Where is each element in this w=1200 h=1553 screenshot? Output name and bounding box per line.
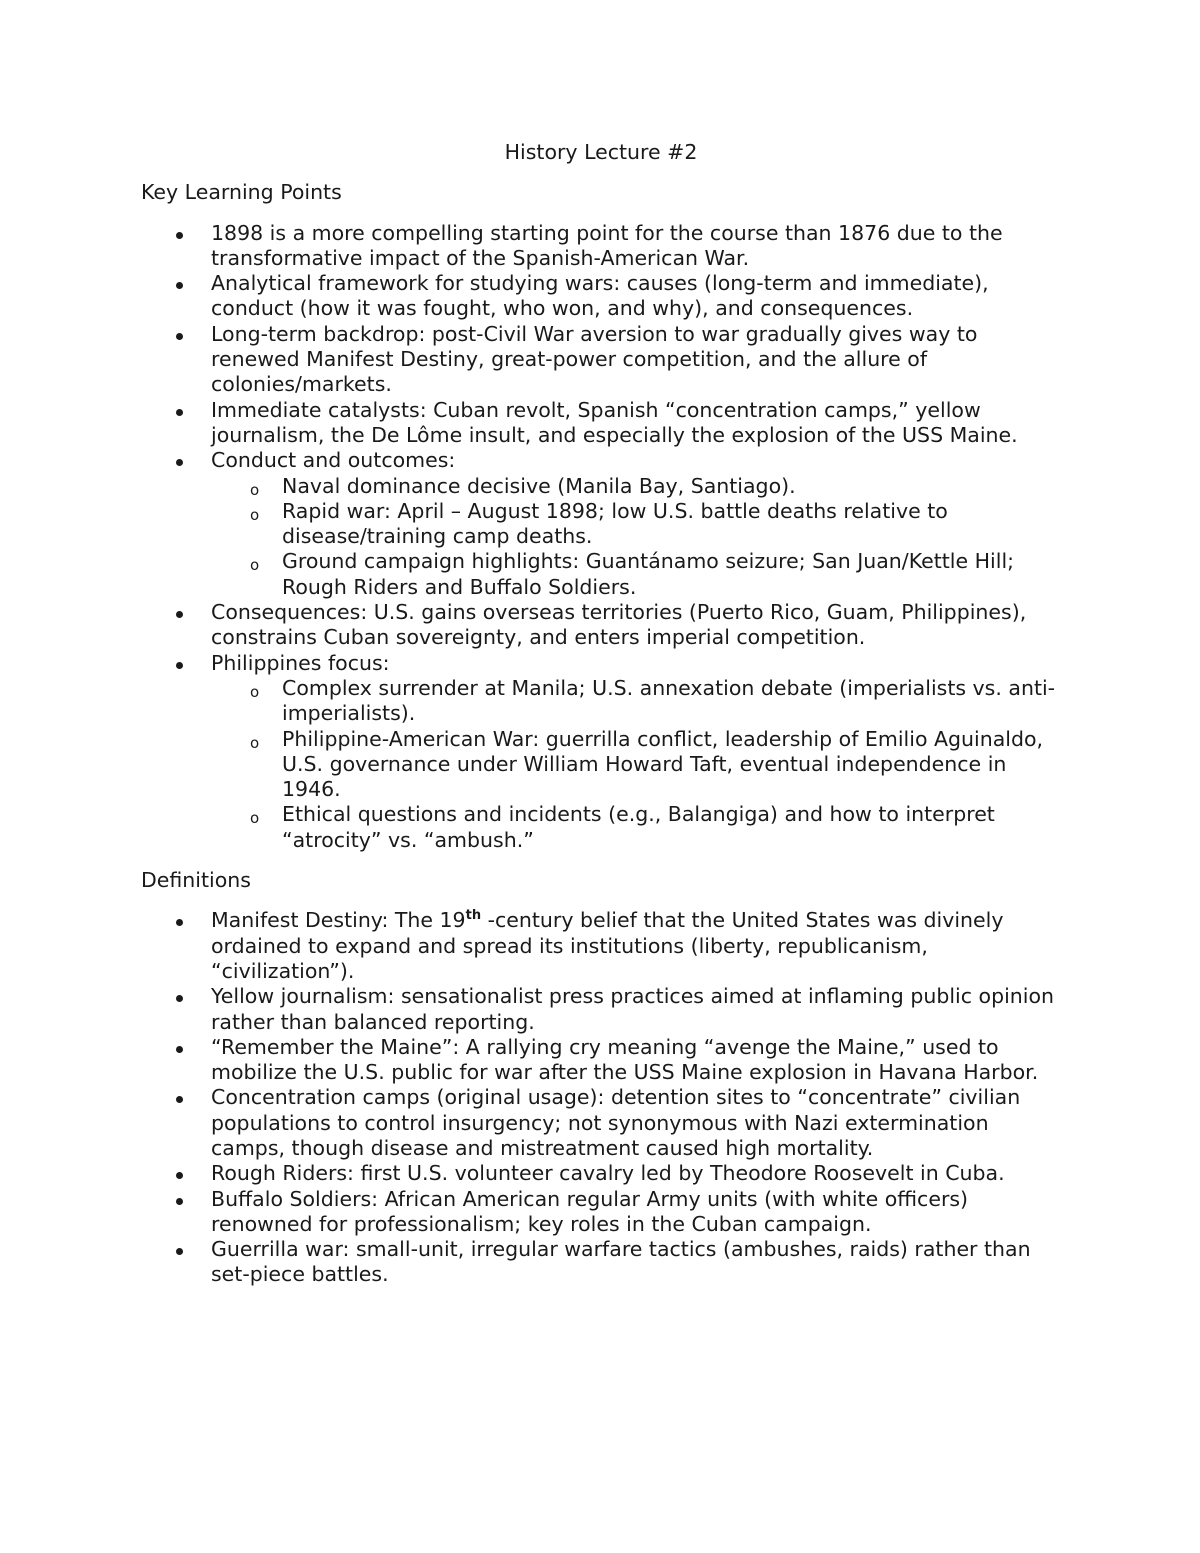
bullet-icon: [176, 232, 183, 239]
sub-item: [141, 676, 1061, 727]
key-point-text: Philippines focus:: [211, 650, 390, 675]
sub-item-text: Rapid war: April – August 1898; low U.S. battle deaths relative to disease/training camp deaths.: [282, 498, 948, 549]
key-points-list: [141, 221, 1061, 853]
document-title: History Lecture #2: [504, 140, 698, 164]
bullet-icon: [176, 1248, 183, 1255]
circle-bullet-icon: o: [250, 505, 260, 524]
key-point-text: Conduct and outcomes:: [211, 448, 456, 473]
definition-text: “Remember the Maine”: A rallying cry meaning “avenge the Maine,” used to mobilize the U.S. public for war after the USS Maine explosion in Havana Harbor.: [211, 1034, 1039, 1085]
sub-item-text: Philippine-American War: guerrilla conflict, leadership of Emilio Aguinaldo, U.S. governance under William Howard Taft, eventual independence in 1946.: [282, 726, 1044, 802]
circle-bullet-icon: o: [250, 682, 260, 701]
sub-item-text: Naval dominance decisive (Manila Bay, Santiago).: [282, 473, 796, 498]
bullet-icon: [176, 995, 183, 1002]
key-point-item: [141, 448, 1061, 600]
key-points-heading: Key Learning Points: [141, 180, 342, 205]
definition-item: [141, 1161, 1061, 1186]
definition-text: Concentration camps (original usage): detention sites to “concentrate” civilian populations to control insurgency; not synonymous with Nazi extermination camps, though disease and mistreatment caused high mortality.: [211, 1085, 1021, 1160]
circle-bullet-icon: o: [250, 480, 260, 499]
definition-text: Guerrilla war: small-unit, irregular warfare tactics (ambushes, raids) rather than set-piece battles.: [211, 1237, 1031, 1287]
circle-bullet-icon: o: [250, 556, 260, 575]
sub-list: [211, 676, 1061, 853]
bullet-icon: [176, 1172, 183, 1179]
sub-item-text: Ground campaign highlights: Guantánamo seizure; San Juan/Kettle Hill; Rough Riders and Buffalo Soldiers.: [282, 549, 1015, 599]
definition-text: Buffalo Soldiers: African American regular Army units (with white officers) renowned for professionalism; key roles in the Cuban campaign.: [211, 1186, 969, 1236]
sub-item-text: Complex surrender at Manila; U.S. annexation debate (imperialists vs. anti-imperialists).: [282, 675, 1056, 726]
definition-item: [141, 1187, 1061, 1238]
bullet-icon: [176, 1198, 183, 1205]
bullet-icon: [176, 1096, 183, 1103]
definition-text: Yellow journalism: sensationalist press practices aimed at inflaming public opinion rather than balanced reporting.: [211, 984, 1055, 1034]
ordinal-superscript: th: [465, 908, 482, 924]
sub-item: [141, 474, 1061, 499]
sub-item: [141, 802, 1061, 853]
definition-item: [141, 984, 1061, 1035]
key-point-text: 1898 is a more compelling starting point for the course than 1876 due to the transformative impact of the Spanish-American War.: [211, 220, 1003, 270]
bullet-icon: [176, 919, 183, 926]
definition-item: [141, 1237, 1061, 1288]
bullet-icon: [176, 459, 183, 466]
bullet-icon: [176, 409, 183, 416]
circle-bullet-icon: o: [250, 809, 260, 828]
sub-list: [211, 474, 1061, 600]
key-point-item: [141, 651, 1061, 853]
definition-item: [141, 1085, 1061, 1161]
sub-item: [141, 727, 1061, 803]
bullet-icon: [176, 662, 183, 669]
bullet-icon: [176, 333, 183, 340]
key-point-item: [141, 398, 1061, 449]
key-point-text: Consequences: U.S. gains overseas territories (Puerto Rico, Guam, Philippines), constrains Cuban sovereignty, and enters imperial competition.: [211, 600, 1027, 650]
definitions-heading: Definitions: [141, 868, 251, 893]
bullet-icon: [176, 282, 183, 289]
key-point-text: Long-term backdrop: post-Civil War aversion to war gradually gives way to renewed Manifest Destiny, great-power competition, and the allure of colonies/markets.: [211, 321, 978, 397]
sub-item-text: Ethical questions and incidents (e.g., Balangiga) and how to interpret “atrocity” vs. “ambush.”: [282, 802, 995, 852]
bullet-icon: [176, 1046, 183, 1053]
document-page: [141, 140, 1061, 1303]
bullet-icon: [176, 611, 183, 618]
sub-item: [141, 549, 1061, 600]
definition-text-end: -century belief that the United States was divinely ordained to expand and spread its institutions (liberty, republicanism, “civilization”).: [211, 908, 1004, 983]
sub-item: [141, 499, 1061, 550]
definition-text-start: Manifest Destiny: The 19: [211, 908, 466, 933]
definition-item: [141, 908, 1061, 984]
circle-bullet-icon: o: [250, 733, 260, 752]
key-point-text: Analytical framework for studying wars: causes (long-term and immediate), conduct (how it was fought, who won, and why), and consequences.: [211, 271, 989, 321]
key-point-text: Immediate catalysts: Cuban revolt, Spanish “concentration camps,” yellow journalism, the De Lôme insult, and especially the explosion of the USS Maine.: [211, 397, 1018, 447]
key-point-item: [141, 271, 1061, 322]
key-point-item: [141, 600, 1061, 651]
definitions-list: [141, 908, 1061, 1287]
definition-text: Rough Riders: first U.S. volunteer cavalry led by Theodore Roosevelt in Cuba.: [211, 1161, 1005, 1186]
definition-item: [141, 1035, 1061, 1086]
key-point-item: [141, 221, 1061, 272]
key-point-item: [141, 322, 1061, 398]
